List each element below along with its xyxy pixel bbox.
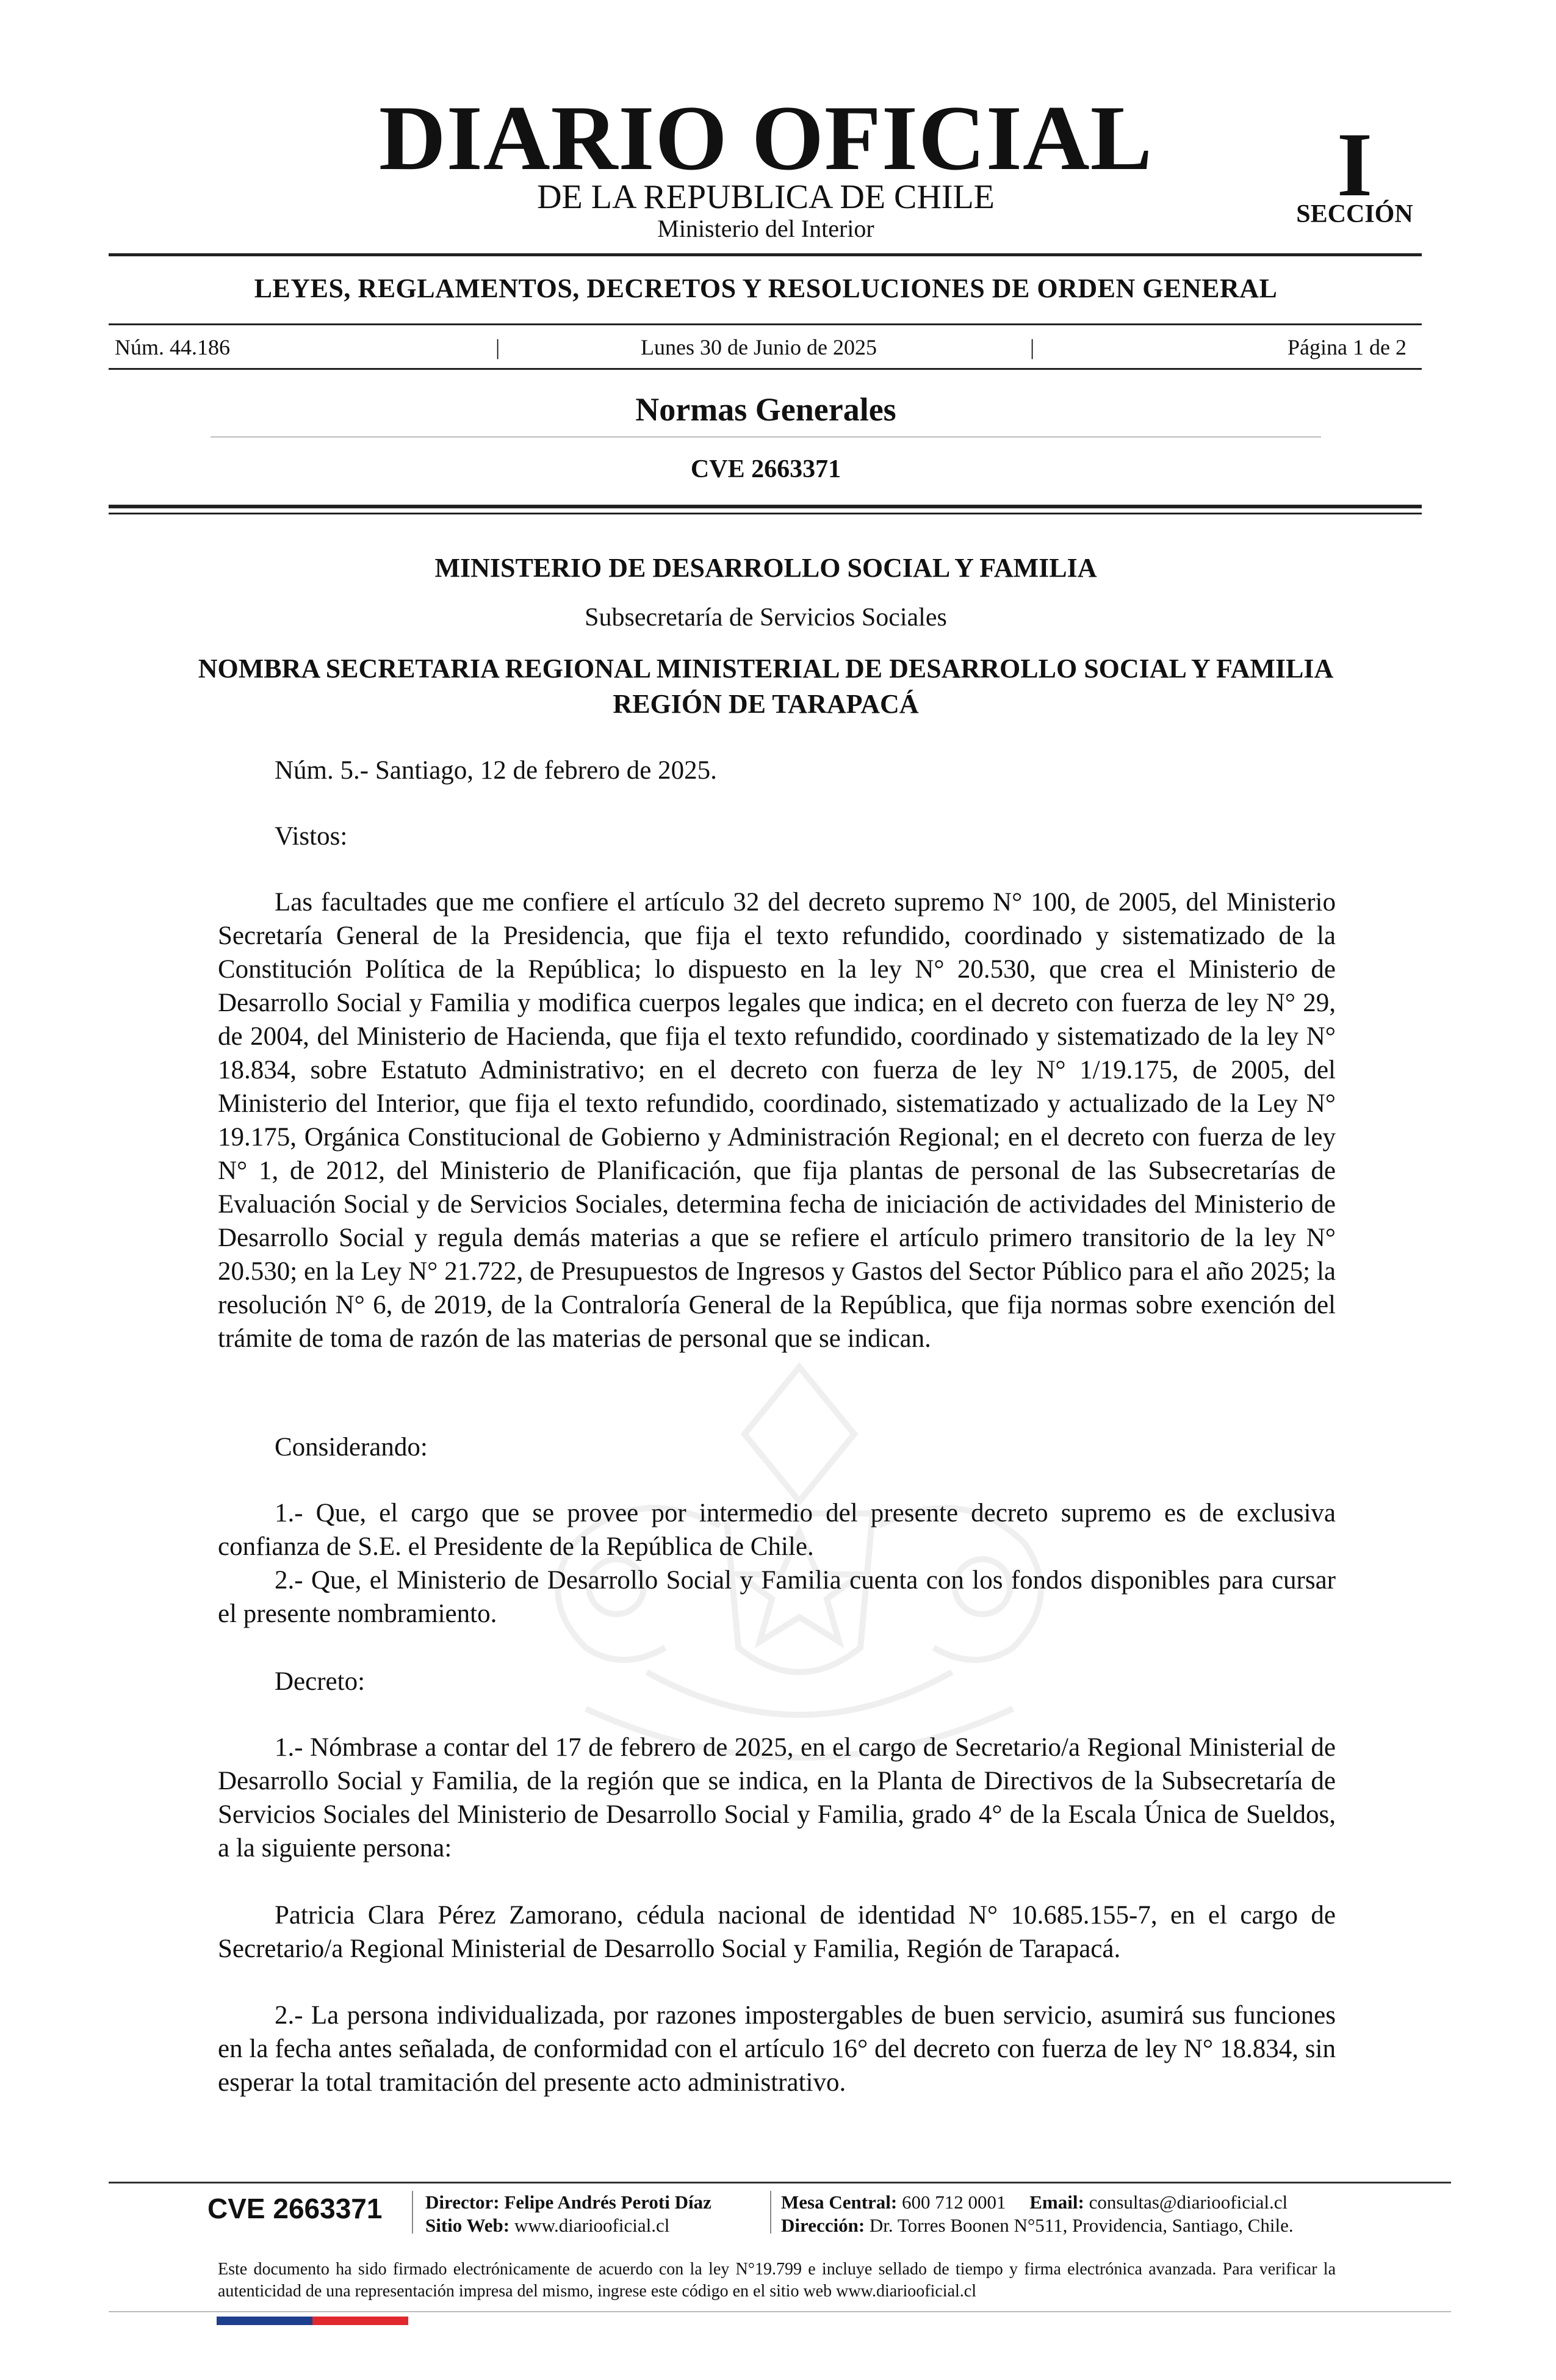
subsecretary-heading: Subsecretaría de Servicios Sociales (585, 604, 947, 632)
masthead-subtitle: DE LA REPUBLICA DE CHILE (537, 178, 995, 216)
decreto-label: Decreto: (275, 1667, 366, 1696)
section-label: SECCIÓN (1296, 200, 1413, 228)
footer-signature-note: Este documento ha sido firmado electrónicamente de acuerdo con la ley N°19.799 e incluye sellado de tiempo y firma electrónica avanzada. Para verificar la autenticidad de una representación impresa del mismo, ingrese este código en el sitio web www.diariooficial.cl (218, 2260, 1336, 2301)
cve-rule-thin (109, 513, 1422, 514)
mesa-phone: 600 712 0001 (902, 2191, 1006, 2213)
footer-site (425, 2214, 669, 2237)
email-label: Email: (1029, 2191, 1084, 2213)
masthead-title: DIARIO OFICIAL (378, 87, 1153, 189)
address-label: Dirección: (781, 2215, 865, 2236)
footer-divider (770, 2191, 771, 2234)
cve-code: CVE 2663371 (690, 455, 841, 483)
site-label: Sitio Web: (425, 2215, 510, 2236)
footer-rule (109, 2182, 1451, 2183)
vistos-paragraph: Las facultades que me confiere el artículo 32 del decreto supremo N° 100, de 2005, del Ministerio Secretaría General de la Presidencia, que fija el texto refundido, coordinado y sistematizado de la Constitución Política de la República; lo dispuesto en la ley N° 20.530, que crea el Ministerio de Desarrollo Social y Familia y modifica cuerpos legales que indica; en el decreto con fuerza de ley N° 29, de 2004, del Ministerio de Hacienda, que fija el texto refundido, coordinado y sistematizado de la ley N° 18.834, sobre Estatuto Administrativo; en el decreto con fuerza de ley N° 1/19.175, de 2005, del Ministerio del Interior, que fija el texto refundido, coordinado, sistematizado y actualizado de la Ley N° 19.175, Orgánica Constitucional de Gobierno y Administración Regional; en el decreto con fuerza de ley N° 1, de 2012, del Ministerio de Planificación, que fija plantas de personal de las Subsecretarías de Evaluación Social y de Servicios Sociales, determina fecha de iniciación de actividades del Ministerio de Desarrollo Social y regula demás materias a que se refiere el artículo primero transitorio de la ley N° 20.530; en la Ley N° 21.722, de Presupuestos de Ingresos y Gastos del Sector Público para el año 2025; la resolución N° 6, de 2019, de la Contraloría General de la República, que fija normas sobre exención del trámite de toma de razón de las materias de personal que se indican. (218, 888, 1336, 1353)
masthead-rule (109, 253, 1422, 256)
issue-separator: | (495, 335, 500, 359)
laws-banner: LEYES, REGLAMENTOS, DECRETOS Y RESOLUCIONES DE ORDEN GENERAL (254, 273, 1278, 303)
document-title: NOMBRA SECRETARIA REGIONAL MINISTERIAL DE DESARROLLO SOCIAL Y FAMILIA REGIÓN DE TARAPACÁ (198, 654, 1334, 719)
section-heading: Normas Generales (635, 391, 896, 428)
vistos-label: Vistos: (275, 822, 348, 851)
page-indicator: Página 1 de 2 (1288, 335, 1407, 359)
section-number: I (1336, 114, 1373, 215)
director-label: Director: (425, 2191, 500, 2213)
considerando-paragraph-1: 1.- Que, el cargo que se provee por intermedio del presente decreto supremo es de exclusiva confianza de S.E. el Presidente de la República de Chile. (218, 1499, 1336, 1561)
issue-rule (109, 368, 1422, 370)
banner-rule (109, 323, 1422, 325)
footer-director (425, 2191, 711, 2214)
issue-separator: | (1030, 335, 1035, 359)
footer-cve-code: CVE 2663371 (207, 2193, 383, 2224)
appointee-paragraph: Patricia Clara Pérez Zamorano, cédula nacional de identidad N° 10.685.155-7, en el cargo de Secretario/a Regional Ministerial de Desarrollo Social y Familia, Región de Tarapacá. (218, 1901, 1336, 1963)
director-name: Felipe Andrés Peroti Díaz (504, 2191, 711, 2213)
cve-rule-thick (109, 505, 1422, 508)
decree-number-line: Núm. 5.- Santiago, 12 de febrero de 2025. (275, 756, 717, 785)
flag-stripe-red (312, 2317, 408, 2325)
footer-address (781, 2214, 1294, 2237)
footer-contact (781, 2191, 1288, 2214)
mesa-label: Mesa Central: (781, 2191, 898, 2213)
issue-date: Lunes 30 de Junio de 2025 (641, 335, 877, 359)
ministry-heading: MINISTERIO DE DESARROLLO SOCIAL Y FAMILIA (434, 553, 1097, 583)
site-link[interactable]: www.diariooficial.cl (514, 2215, 670, 2236)
flag-stripe-blue (217, 2317, 312, 2325)
issue-number: Núm. 44.186 (115, 335, 230, 359)
considerando-paragraph-2: 2.- Que, el Ministerio de Desarrollo Social y Familia cuenta con los fondos disponibles para cursar el presente nombramiento. (218, 1566, 1336, 1628)
email-link[interactable]: consultas@diariooficial.cl (1089, 2191, 1288, 2213)
considerando-label: Considerando: (275, 1433, 428, 1462)
heading-divider (211, 436, 1321, 438)
decreto-paragraph-2: 2.- La persona individualizada, por razones impostergables de buen servicio, asumirá sus funciones en la fecha antes señalada, de conformidad con el artículo 16° del decreto con fuerza de ley N° 18.834, sin esperar la total tramitación del presente acto administrativo. (218, 2001, 1336, 2097)
address-text: Dr. Torres Boonen N°511, Providencia, Santiago, Chile. (869, 2215, 1294, 2236)
footer-bottom-rule (109, 2311, 1451, 2312)
footer-divider (412, 2191, 413, 2234)
masthead-ministry: Ministerio del Interior (657, 215, 874, 242)
decreto-paragraph-1: 1.- Nómbrase a contar del 17 de febrero de 2025, en el cargo de Secretario/a Regional Ministerial de Desarrollo Social y Familia, de la región que se indica, en la Planta de Directivos de la Subsecretaría de Servicios Sociales del Ministerio de Desarrollo Social y Familia, grado 4° de la Escala Única de Sueldos, a la siguiente persona: (218, 1733, 1336, 1863)
